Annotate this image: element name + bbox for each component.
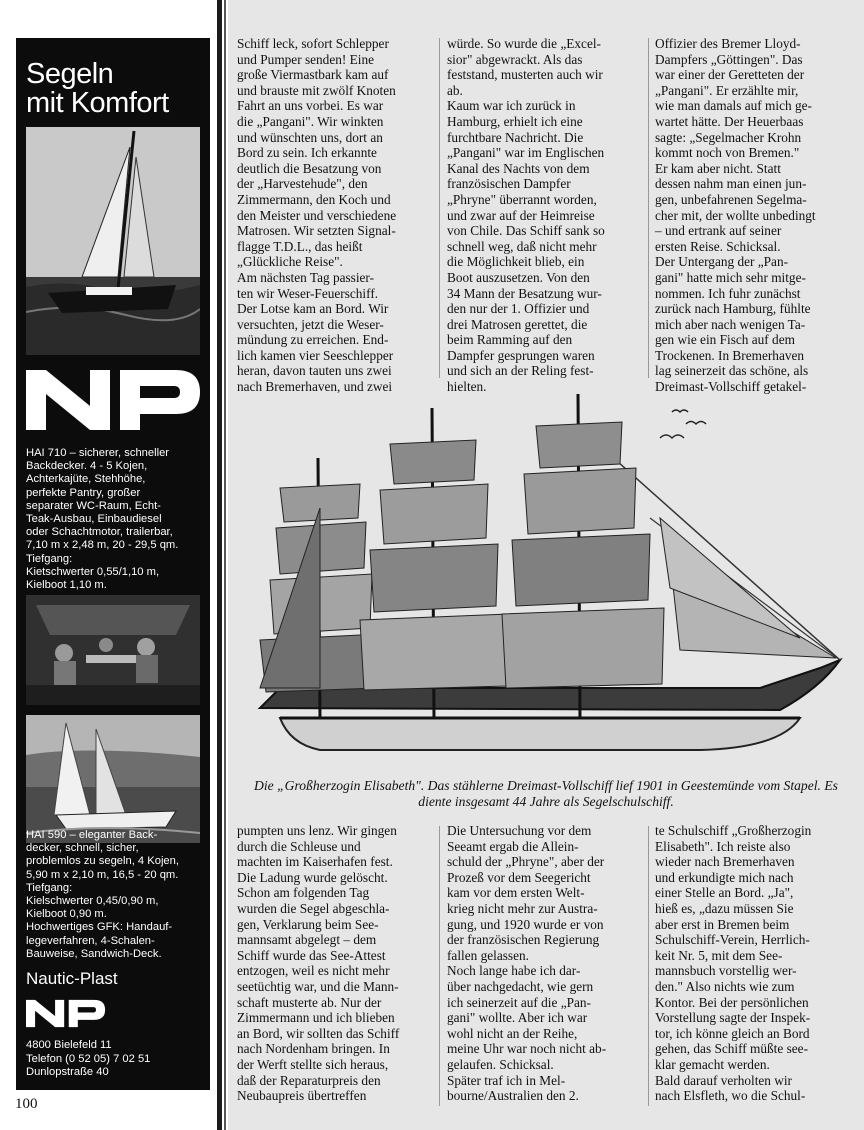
small-sailboat-image bbox=[26, 715, 200, 843]
illustration-caption: Die „Großherzogin Elisabeth". Das stählerne Dreimast-Vollschiff lief 1901 in Geestemünde vom Stapel. Es diente insgesamt 44 Jahre als Segelschulschiff. bbox=[254, 778, 838, 809]
sailboat-photo bbox=[26, 127, 200, 355]
advertisement bbox=[16, 38, 210, 1090]
column-rule bbox=[439, 826, 440, 1106]
page-divider bbox=[217, 0, 222, 1130]
small-sailboat-photo bbox=[26, 715, 200, 843]
ad-headline: Segeln mit Komfort bbox=[26, 58, 169, 119]
article-column-2-top: würde. So wurde die „Excel- sior" abgewrackt. Als das feststand, musterten auch wir ab. Kaum war ich zurück in Hamburg, erhielt ich eine furchtbare Nachricht. Die „Pangani" war im Englischen Kanal des Nachts von dem französischen Dampfer „Phryne" überrannt worden, und zwar auf der Heimreise von Chile. Das Schiff sank so schnell weg, daß nicht mehr die Möglichkeit blieb, ein Boot auszusetzen. Von den 34 Mann der Besatzung wur- den nur der 1. Offizier und drei Matrosen gerettet, die beim Ramming auf den Dampfer gesprungen waren und sich an der Reling fest- hielten. bbox=[447, 36, 605, 395]
cabin-photo bbox=[26, 595, 200, 705]
cabin-image bbox=[26, 595, 200, 705]
article-column-3-top: Offizier des Bremer Lloyd- Dampfers „Göttingen". Das war einer der Geretteten der „Pangani". Er erzählte mir, wie man damals auf mich ge- wartet hätte. Der Heuerbaas sagte: „Segelmacher Krohn kommt noch von Bremen." Er kam aber nicht. Statt dessen nahm man einen jun- gen, unbefahrenen Segelma- cher mit, der wollte unbedingt – und ertrank auf seiner ersten Reise. Schicksal. Der Untergang der „Pan- gani" hatte mich sehr mitge- nommen. Ich fuhr zunächst zurück nach Hamburg, fühlte mich aber nach wenigen Ta- gen wie ein Fisch auf dem Trockenen. In Bremerhaven lag seinerzeit das schöne, als Dreimast-Vollschiff getakel- bbox=[655, 36, 816, 395]
contact-address: 4800 Bielefeld 11 Telefon (0 52 05) 7 02 51 Dunlopstraße 40 bbox=[26, 1039, 151, 1079]
hai710-description: HAI 710 – sicherer, schneller Backdecker. 4 - 5 Kojen, Achterkajüte, Stehhöhe, perfekte Pantry, großer separater WC-Raum, Echt- Teak-Ausbau, Einbaudiesel oder Schachtmotor, trailerbar, 7,10 m x 2,48 m, 20 - 29,5 qm. Tiefgang: Kietschwerter 0,55/1,10 m, Kielboot 1,10 m. bbox=[26, 447, 179, 592]
page-number: 100 bbox=[15, 1096, 38, 1112]
np-logo-small bbox=[26, 996, 106, 1030]
article-column-1-bottom: pumpten uns lenz. Wir gingen durch die Schleuse und machten im Kaiserhafen fest. Die Ladung wurde gelöscht. Schon am folgenden Tag wurden die Segel abgeschla- gen, Verklarung beim See- mannsamt abgelegt – dem Schiff wurde das See-Attest entzogen, weil es nicht mehr seetüchtig war, und die Mann- schaft musterte ab. Nur der Zimmermann und ich blieben an Bord, wir sollten das Schiff nach Nordenham bringen. In der Werft stellte sich heraus, daß der Reparaturpreis den Neubaupreis übertreffen bbox=[237, 823, 400, 1104]
sailboat-image bbox=[26, 127, 200, 355]
brand-name: Nautic-Plast bbox=[26, 969, 118, 988]
column-rule bbox=[648, 826, 649, 1106]
column-rule bbox=[439, 38, 440, 378]
article-column-1-top: Schiff leck, sofort Schlepper und Pumper senden! Eine große Viermastbark kam auf und brauste mit zwölf Knoten Fahrt an uns vorbei. Es war die „Pangani". Wir winkten und wünschten uns, dort an Bord zu sein. Ich erkannte deutlich die Besatzung von der „Harvestehude", den Zimmermann, den Koch und den Meister und verschiedene Matrosen. Wir setzten Signal- flagge T.D.L., das heißt „Glückliche Reise". Am nächsten Tag passier- ten wir Weser-Feuerschiff. Der Lotse kam an Bord. Wir versuchten, jetzt die Weser- mündung zu erreichen. End- lich kamen vier Seeschlepper heran, davon tauten uns zwei nach Bremerhaven, und zwei bbox=[237, 36, 397, 395]
article-column-3-bottom: te Schulschiff „Großherzogin Elisabeth". Ich reiste also wieder nach Bremerhaven und erkundigte mich nach einer Stelle an Bord. „Ja", hieß es, „dazu müssen Sie aber erst in Bremen beim Schulschiff-Verein, Herrlich- keit Nr. 5, mit dem See- mannsbuch vorstellig wer- den." Also nichts wie zum Kontor. Bei der persönlichen Vorstellung sagte der Inspek- tor, ich könne gleich an Bord gehen, das Schiff müßte see- klar gemacht werden. Bald darauf verholten wir nach Elsfleth, wo die Schul- bbox=[655, 823, 812, 1104]
article-column-2-bottom: Die Untersuchung vor dem Seeamt ergab die Allein- schuld der „Phryne", aber der Prozeß vor dem Seegericht kam vor dem ersten Welt- krieg nicht mehr zur Austra- gung, und 1920 wurde er von der französischen Regierung fallen gelassen. Noch lange habe ich dar- über nachgedacht, wie gern ich seinerzeit auf die „Pan- gani" wollte. Aber ich war wohl nicht an der Reihe, meine Uhr war noch nicht ab- gelaufen. Schicksal. Später traf ich in Mel- bourne/Australien den 2. bbox=[447, 823, 607, 1104]
page-divider-inner bbox=[224, 0, 226, 1130]
hai590-description: HAI 590 – eleganter Back- decker, schnell, sicher, problemlos zu segeln, 4 Kojen, 5,90 m x 2,10 m, 16,5 - 20 qm. Tiefgang: Kielschwerter 0,45/0,90 m, Kielboot 0,90 m. Hochwertiges GFK: Handauf- legeverfahren, 4-Schalen- Bauweise, Sandwich-Deck. bbox=[26, 829, 179, 960]
np-logo bbox=[26, 364, 202, 434]
column-rule bbox=[648, 38, 649, 378]
three-mast-ship-drawing bbox=[240, 388, 852, 774]
ship-illustration bbox=[240, 388, 852, 774]
